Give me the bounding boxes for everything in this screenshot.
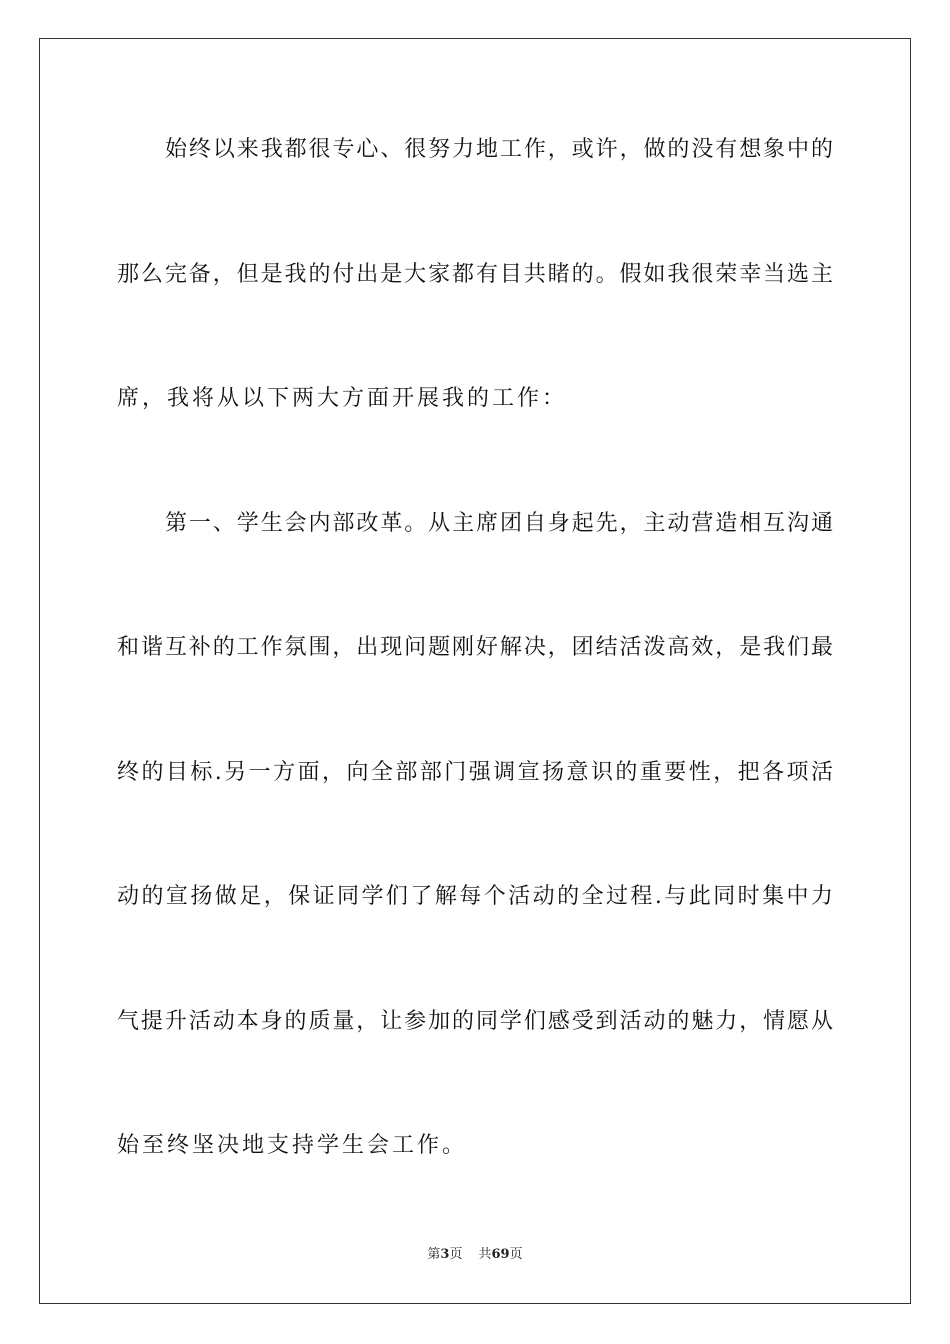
- page-suffix: 页: [449, 1247, 463, 1262]
- paragraph-2-line-5: 气提升活动本身的质量，让参加的同学们感受到活动的魅力，情愿从: [117, 1009, 833, 1034]
- page-number: 3: [440, 1247, 450, 1262]
- paragraph-1-line-1: 始终以来我都很专心、很努力地工作，或许，做的没有想象中的: [165, 137, 833, 162]
- page-footer: [0, 1246, 950, 1264]
- paragraph-2-line-2: 和谐互补的工作氛围，出现问题刚好解决，团结活泼高效，是我们最: [117, 635, 833, 660]
- paragraph-1-line-2: 那么完备，但是我的付出是大家都有目共睹的。假如我很荣幸当选主: [117, 262, 833, 287]
- total-prefix: 共: [478, 1247, 492, 1262]
- paragraph-2-line-6: 始至终坚决地支持学生会工作。: [117, 1133, 468, 1158]
- paragraph-1-line-3: 席，我将从以下两大方面开展我的工作：: [117, 386, 568, 411]
- total-pages: 69: [491, 1247, 510, 1262]
- total-suffix: 页: [509, 1247, 523, 1262]
- page-prefix: 第: [427, 1247, 441, 1262]
- page-border: [39, 38, 911, 1304]
- paragraph-2-line-3: 终的目标.另一方面，向全部部门强调宣扬意识的重要性，把各项活: [117, 760, 833, 785]
- paragraph-2-line-1: 第一、学生会内部改革。从主席团自身起先，主动营造相互沟通: [165, 511, 833, 536]
- paragraph-2-line-4: 动的宣扬做足，保证同学们了解每个活动的全过程.与此同时集中力: [117, 884, 833, 909]
